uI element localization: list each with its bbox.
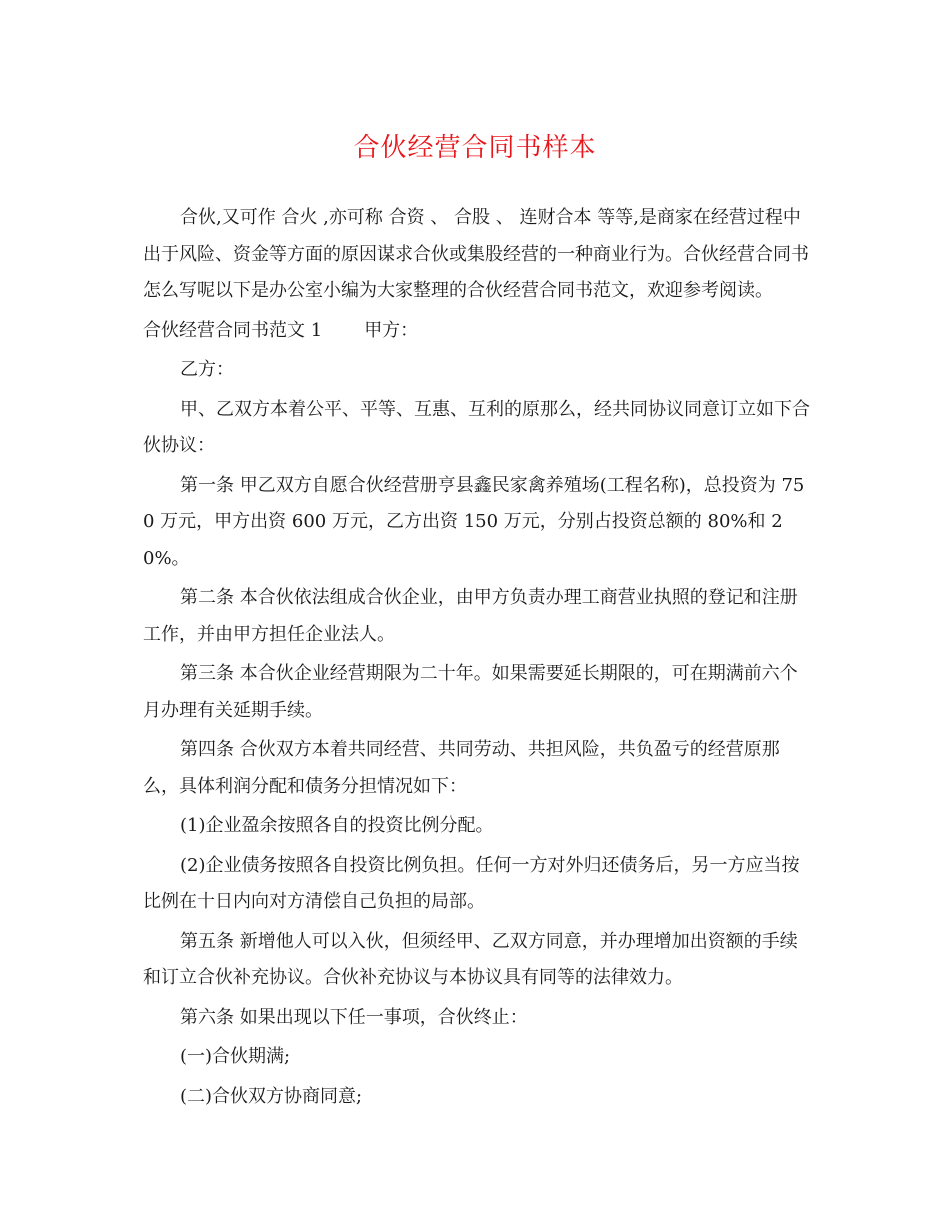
article-3: 第三条 本合伙企业经营期限为二十年。如果需要延长期限的，可在期满前六个月办理有关延期手续。 <box>143 663 798 721</box>
article-6-item-2: (二)合伙双方协商同意; <box>180 1085 363 1107</box>
party-b-label: 乙方： <box>180 359 234 380</box>
sample-heading: 合伙经营合同书范文 1 <box>143 319 323 341</box>
article-6-item-1: (一)合伙期满; <box>180 1046 291 1067</box>
document-title: 合伙经营合同书样本 <box>353 133 597 163</box>
article-6: 第六条 如果出现以下任一事项，合伙终止： <box>180 1006 528 1028</box>
preamble-paragraph: 甲、乙双方本着公平、平等、互惠、互利的原那么，经共同协议同意订立如下合伙协议： <box>143 398 810 456</box>
party-a-label: 甲方： <box>364 319 419 341</box>
article-4: 第四条 合伙双方本着共同经营、共同劳动、共担风险，共负盈亏的经营原那么，具体利润分配和债务分担情况如下： <box>143 739 780 797</box>
article-4-item-1: (1)企业盈余按照各自的投资比例分配。 <box>180 815 494 836</box>
intro-paragraph: 合伙,又可作 合火 ,亦可称 合资 、 合股 、 连财合本 等等,是商家在经营过程中出于风险、资金等方面的原因谋求合伙或集股经营的一种商业行为。合伙经营合同书怎么写呢以下是办公室小编为大家整理的合伙经营合同书范文，欢迎参考阅读。 <box>143 207 809 301</box>
article-5: 第五条 新增他人可以入伙，但须经甲、乙双方同意，并办理增加出资额的手续和订立合伙补充协议。合伙补充协议与本协议具有同等的法律效力。 <box>143 930 798 988</box>
article-1: 第一条 甲乙双方自愿合伙经营册亨县鑫民家禽养殖场(工程名称)，总投资为 750 万元，甲方出资 600 万元，乙方出资 150 万元，分别占投资总额的 80%和 20%。 <box>143 474 805 569</box>
article-2: 第二条 本合伙依法组成合伙企业，由甲方负责办理工商营业执照的登记和注册工作，并由甲方担任企业法人。 <box>143 587 798 645</box>
document-body <box>143 200 813 1115</box>
sample-heading-line <box>143 313 813 350</box>
article-4-item-2: (2)企业债务按照各自投资比例负担。任何一方对外归还债务后，另一方应当按比例在十日内向对方清偿自己负担的局部。 <box>143 854 800 912</box>
